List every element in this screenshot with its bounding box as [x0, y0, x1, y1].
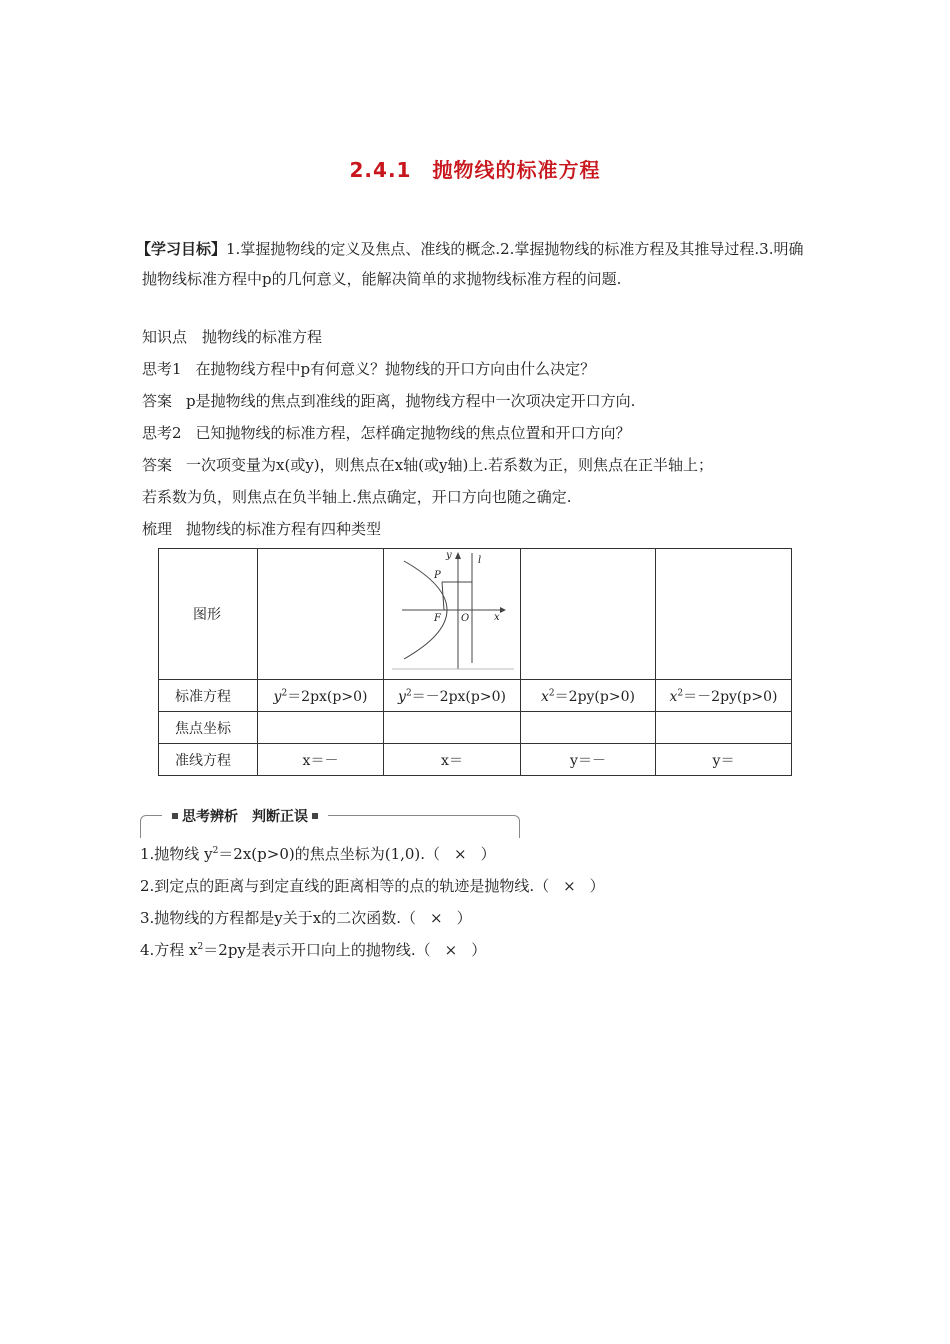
directrix-cell: x＝ [384, 744, 521, 776]
standard-equation-table [158, 548, 792, 776]
table-row [159, 744, 792, 776]
learning-goal [136, 234, 818, 294]
answer-2-text: 一次项变量为x(或y)，则焦点在x轴(或y轴)上.若系数为正，则焦点在正半轴上； [186, 456, 714, 474]
summary [142, 518, 381, 539]
directrix-cell: x＝－ [258, 744, 384, 776]
goal-tag: 【学习目标】 [136, 240, 227, 258]
x-axis-arrow [500, 607, 506, 613]
equation-cell: $y^2=-2px(p>0)$ [384, 680, 521, 712]
label-O: O [461, 613, 470, 624]
summary-label: 梳理 [142, 520, 173, 538]
label-P: P [434, 570, 441, 581]
answer-2-label: 答案 [142, 456, 173, 474]
wrong-mark: × [563, 877, 576, 895]
section-caption [162, 806, 328, 826]
label-y: y [446, 550, 452, 561]
figure-cell [656, 549, 792, 680]
think-2 [142, 422, 631, 443]
parabola-figure [384, 549, 520, 675]
summary-text: 抛物线的标准方程有四种类型 [186, 520, 382, 538]
row-header-focus: 焦点坐标 [159, 712, 258, 744]
answer-1-label: 答案 [142, 392, 173, 410]
think-2-label: 思考2 [142, 424, 182, 442]
figure-cell [384, 549, 521, 680]
answer-2 [142, 454, 713, 475]
equation-cell: $x^2=2py(p>0)$ [521, 680, 656, 712]
figure-cell [521, 549, 656, 680]
row-header-figure: 图形 [159, 549, 258, 680]
focus-cell [384, 712, 521, 744]
directrix-cell: y＝－ [521, 744, 656, 776]
table-row [159, 712, 792, 744]
label-x: x [494, 612, 500, 623]
focus-cell [656, 712, 792, 744]
square-bullet-icon [312, 813, 318, 819]
wrong-mark: × [454, 845, 467, 863]
judge-heading: 思考辨析 判断正误 [182, 809, 308, 825]
judge-item: 3.抛物线的方程都是y关于x的二次函数.（ × ） [140, 909, 472, 927]
row-header-directrix: 准线方程 [159, 744, 258, 776]
answer-2-cont: 若系数为负，则焦点在负半轴上.焦点确定，开口方向也随之确定. [142, 488, 572, 506]
directrix-cell: y＝ [656, 744, 792, 776]
wrong-mark: × [430, 909, 443, 927]
judge-item: 1.抛物线 $y^2=2x(p>0)$的焦点坐标为(1,0).（ × ） [140, 845, 496, 863]
answer-1-text: p是抛物线的焦点到准线的距离，抛物线方程中一次项决定开口方向. [186, 392, 636, 410]
focus-cell [521, 712, 656, 744]
row-header-equation: 标准方程 [159, 680, 258, 712]
judge-item: 2.到定点的距离与到定直线的距离相等的点的轨迹是抛物线.（ × ） [140, 877, 605, 895]
equation-cell: $y^2=2px(p>0)$ [258, 680, 384, 712]
answer-1 [142, 390, 635, 411]
figure-cell [258, 549, 384, 680]
table-row [159, 680, 792, 712]
label-l: l [478, 555, 482, 566]
judge-section-header [140, 806, 518, 832]
label-F: F [434, 613, 441, 624]
think-1-label: 思考1 [142, 360, 182, 378]
page-title: 2.4.1 抛物线的标准方程 [349, 158, 601, 182]
square-bullet-icon [172, 813, 178, 819]
wrong-mark: × [444, 941, 458, 959]
table-row [159, 549, 792, 680]
knowledge-heading: 知识点 抛物线的标准方程 [142, 328, 323, 346]
y-axis-arrow [455, 552, 461, 559]
goal-text: 1.掌握抛物线的定义及焦点、准线的概念.2.掌握抛物线的标准方程及其推导过程.3.明确抛物线标准方程中p的几何意义，能解决简单的求抛物线标准方程的问题. [142, 240, 804, 288]
equation-cell: $x^2=-2py(p>0)$ [656, 680, 792, 712]
focus-cell [258, 712, 384, 744]
think-1-text: 在抛物线方程中p有何意义？抛物线的开口方向由什么决定？ [195, 360, 596, 378]
think-1 [142, 358, 595, 379]
think-2-text: 已知抛物线的标准方程，怎样确定抛物线的焦点位置和开口方向？ [195, 424, 631, 442]
judge-item: 4.方程 $x^2=2py$是表示开口向上的抛物线.（ × ） [140, 941, 487, 959]
